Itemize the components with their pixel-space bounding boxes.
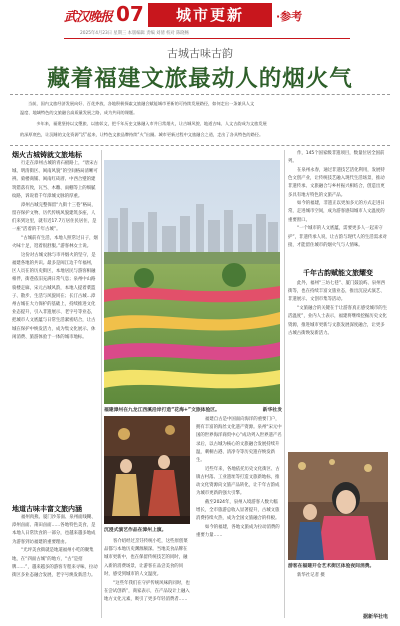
flower-field-photo [104,160,280,404]
lead-paragraph [10,94,390,146]
paragraph: 如今的福建，非遗正以更加多元的方式走进日常，走进城市空间，成为游客感知城市人文温度的重要窗口。 [288,201,385,223]
paragraph: 如今的福建，各地文旅成为拉动消费的重要力量…… [196,525,280,539]
lead-line: 当前，国内文旅经济发展向好、百花齐放，各地积极探索文旅融合赋能城市更新的可持续发展路径，如何走出一条兼具人文 [28,101,255,106]
paragraph: 作，145个国家级非遗项目，数量位居全国前列。 [288,151,385,165]
section-title-3: 千年古韵赋能文旅耀变 [303,269,373,277]
paragraph: “光坪美食街就是地道福州小吃的聚集地，在“四面古城”的地方，“古”是招牌……”，越来越多的游客专程来寻味，拉动街区多业态融合发展，老字号焕发新活力。 [12,548,98,578]
column-divider [284,150,285,618]
newspaper-name: 武汉晚报 [64,10,113,25]
column-4-mid-text [288,280,388,448]
paragraph: “古城前有生活，本地人照常过日子，烟火味十足，逛着很舒服。”游客林女士说。 [12,235,98,250]
photo-credit-top: 新华社发 [262,408,282,413]
masthead-rule [64,38,350,39]
paragraph: 福州肉燕、厦门沙茶面、泉州面线糊、漳州卤面、莆田卤面……各地特色美食，是本地人日常饮食的一部分，也越来越多地成为游客到访福建的重要理由。 [12,515,96,545]
paragraph: 福建自古是中国面向海洋的重要门户，拥有丰富的海丝文化遗产资源。泉州“宋元中国的世界海洋商贸中心”成功列入世界遗产名录后，以古城为核心的文旅融合发展持续升温，刺桐古港、清净寺等历史遗存焕发新生。 [196,417,282,464]
page-number: 07 [116,2,144,26]
paragraph: 近些年来，各地依托历史文化街区、古镇古村落、工业遗址等打造文旅新地标，推动文化资源向文旅产品转化，让千年古韵成为城市更新的强大引擎。 [196,466,280,497]
paragraph: 截至2024年，泉州入境游客人数大幅增长，全市旅游总收入显著提升，古城文旅消费持续火热，成为全国文旅融合的样板。 [196,500,280,522]
section-banner: 城市更新 [148,3,272,27]
paragraph: 行走在漳州古城的青石板路上，“唐宋古城、明清街区、闽南风貌”的空间格局清晰可辨。骑楼商铺、闽南红砖厝、中西合璧的建筑错落有致，瓦当、木雕、雨棚等上的细腻纹路，诉说着千年漳城文脉的厚重。 [12,161,98,199]
paragraph: 新华社记者 摄 [297,573,325,578]
section-subtitle: ·参考 [276,10,303,23]
paragraph: 客介绍经过烹饪传统小吃，这些原创菜品都与本地历史渊源颇深。当地美食品牌在城市更新中，也在保留传统技艺的同时，融入新的消费场景，让游客在品尝美食的同时，感受到城市的人文温度。 [104,539,188,577]
column-4-top-text [288,150,388,262]
photo-caption-mid: 沉浸式演艺作品在漳州上演。 [104,528,167,533]
column-1-text-2 [12,514,98,618]
photo-caption-top: 福建漳州在九龙江西溪沿岸打造“花海+”文旅体验区。 [104,408,220,413]
lead-line: 的深厚底色，让沉睡的文化资源“活”起来，让特色文旅品牌持续“火”出圈。城市更新过程中文旅融合之道，走出了各具特色的路径。 [20,132,264,137]
dateline: 2025年4月23日 星期三 本版编辑 责编 刘倩 校对 陈晓畅 [80,31,189,36]
column-2-text [104,538,190,618]
section-title-1: 烟火古城铸就文旅地标 [12,151,82,159]
tourist-photo-caption: 游客在福建开仓艺术街区体验夜间消费。 [288,564,375,569]
paragraph: 此外，福州“三坊七巷”、厦门鼓浪屿、泉州西街等，也在持续丰富文旅业态，推出沉浸式演艺、非遗展示、文创市集等活动。 [288,281,385,303]
column-4-credit [288,572,388,606]
source-credit: 据新华社电 [362,614,388,620]
paragraph: 这份对古城文脉与市井烟火的坚守，是福建各地的共识。最多是闽江边千年福州，区人员在的历史街区，本地居民与游客相融相伴，街巷依旧充满日常气息；泉州中山路骑楼走廊，宋元古城风韵，本地人提着菜篮子、散步、生活与风貌同在；长汀古城…漳州古城在大力保护的基础上，持续推进文化业态提升，引入非遗展示、老字号等业态，把城市人文底蕴与日常生活紧密结合，让古城在保护中焕发活力，成为集文化展示、休闲消费、旅游体验于一体的城市地标。 [12,252,96,340]
column-divider [101,150,102,618]
performance-photo [104,416,190,524]
paragraph: 漳州古城完整保留“九街十三巷”格局，留存保护文物、历代传统风貌建筑多座，人们来到这里，就有近17.7万居住民居住，是一座“活着的千年古城”。 [12,202,97,233]
main-headline: 藏着福建文旅最动人的烟火气 [47,66,353,92]
lead-line: 多年来，福建坚持以文塑旅、以旅彰文，把千年历史文脉融入市井日常烟火，让古城风貌、地道古味、人文古韵成为文旅发展 [28,121,267,126]
column-3-bottom-text [196,416,282,618]
section-title-2: 地道古味丰富文旅内涵 [12,505,82,513]
column-1-text [12,160,98,498]
headline-kicker: 古城古味古韵 [167,47,233,60]
paragraph: 在泉州永春，通过非遗技艺活化利用，发展特色文创产业，让传统技艺融入现代生活场景，推动非遗传承、文旅融合与乡村振兴相结合，创造出更多具有地方特色的文旅产品。 [288,167,385,198]
paragraph: “文旅融合的关键在于让游客真正感受城市的生活温度”，业内人士表示，福建将继续挖掘历史文化资源，推进城市更新与文旅发展深度融合，让更多古城古街焕发新活力。 [288,306,388,336]
paragraph: “这些年我们在守护传统风味的同时，也在尝试创新”，商家表示，在产品设计上融入地方文化元素，吸引了更多年轻消费者…… [104,580,190,602]
paragraph: “一个城市的人文底蕴，需要更多人一起来守护”，非遗传承人说，让古韵与现代人的生活需求对接，才能留住城市的烟火气与人情味。 [288,226,387,248]
lead-line: 温度、地域特色的文旅融合高质量发展之路，成为共同的课题。 [20,110,138,115]
tourist-photo [288,452,388,560]
